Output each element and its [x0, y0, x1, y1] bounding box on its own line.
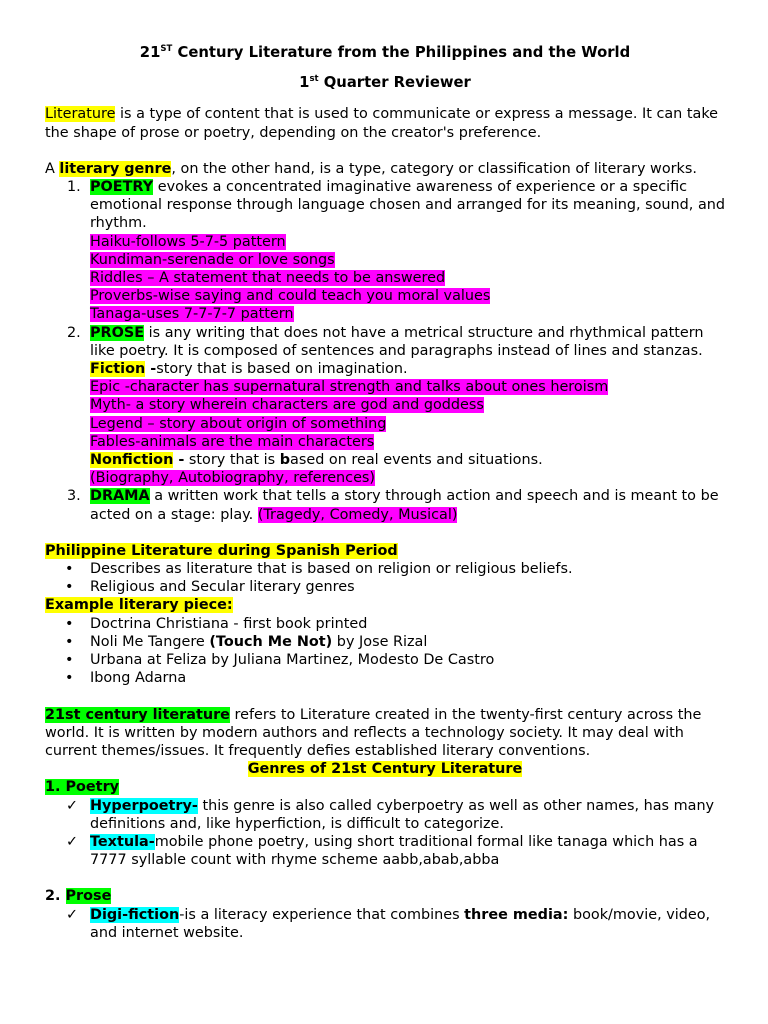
- poetry-subitem: Kundiman-serenade or love songs: [90, 251, 335, 268]
- nonfiction-subitems: (Biography, Autobiography, references): [90, 470, 376, 487]
- check-icon: ✓: [66, 797, 79, 814]
- list-item: ✓ Hyperpoetry- this genre is also called cyberpoetry as well as other names, has many definitions and, like hyperfiction, is difficult to categorize.: [66, 797, 715, 832]
- fiction-term: Fiction: [90, 361, 146, 378]
- list-item: ✓ Textula-mobile phone poetry, using short traditional formal like tanaga which has a 7777 syllable count with rhyme scheme aabb,abab,abba: [66, 833, 698, 869]
- prose-term: PROSE: [90, 324, 145, 341]
- fiction-subitem: Fables-animals are the main characters: [90, 433, 375, 450]
- list-item: • Noli Me Tangere (Touch Me Not) by Jose Rizal: [65, 633, 428, 650]
- check-icon: ✓: [66, 906, 79, 923]
- list-item: ✓ Digi-fiction-is a literacy experience that combines three media: book/movie, video, and internet website.: [66, 906, 711, 941]
- poetry-subitem: Tanaga-uses 7-7-7-7 pattern: [90, 306, 294, 323]
- example-heading: Example literary piece:: [45, 597, 233, 614]
- genre-list: [45, 178, 725, 524]
- fiction-subitem: Myth- a story wherein characters are god and goddess: [90, 397, 484, 414]
- list-item: • Religious and Secular literary genres: [65, 579, 355, 596]
- literature-definition: Literature is a type of content that is used to communicate or express a message. It can take the shape of prose or poetry, depending on the creator's preference.: [45, 106, 719, 141]
- genre-item-prose: 2. PROSE is any writing that does not have a metrical structure and rhythmical pattern like poetry. It is composed of sentences and paragraphs instead of lines and stanzas. Fiction -story that is based on imagination. Epic -character has supernatural strength and talks about ones heroism Myth- a story wherein characters are god and goddess Legend – story about origin of something Fables-animals are the main characters Nonfiction - story that is based on real events and situations. (Biography, Autobiography, references): [67, 324, 704, 487]
- c21-definition: 21st century literature refers to Literature created in the twenty-first century across the world. It is written by modern authors and reflects a technology society. It may deal with current themes/issues. It frequently defies established literary conventions.: [45, 706, 702, 759]
- nonfiction-term: Nonfiction: [90, 452, 174, 469]
- list-item: • Ibong Adarna: [65, 670, 187, 687]
- poetry-subitem: Proverbs-wise saying and could teach you moral values: [90, 288, 491, 305]
- document-title: 21ST Century Literature from the Philippines and the World: [139, 44, 631, 61]
- genre-item-drama: 3. DRAMA a written work that tells a story through action and speech and is meant to be acted on a stage: play. (Tragedy, Comedy, Musical): [67, 488, 719, 523]
- c21-prose-heading: 2. Prose: [45, 888, 112, 905]
- literary-genre-definition: A literary genre, on the other hand, is a type, category or classification of literary works.: [45, 160, 697, 177]
- poetry-subitem: Riddles – A statement that needs to be answered: [90, 270, 446, 287]
- c21-term: 21st century literature: [45, 706, 230, 723]
- drama-subitems: (Tragedy, Comedy, Musical): [257, 506, 458, 523]
- genres-21st-heading: Genres of 21st Century Literature: [247, 761, 523, 778]
- literature-term: Literature: [45, 106, 116, 123]
- spanish-period-heading: Philippine Literature during Spanish Period: [45, 542, 398, 559]
- fiction-subitem: Epic -character has supernatural strength and talks about ones heroism: [90, 379, 609, 396]
- list-item: • Urbana at Feliza by Juliana Martinez, Modesto De Castro: [65, 652, 495, 669]
- fiction-subitem: Legend – story about origin of something: [90, 415, 387, 432]
- poetry-subitem: Haiku-follows 5-7-5 pattern: [90, 233, 286, 250]
- literary-genre-term: literary genre: [59, 160, 172, 177]
- drama-term: DRAMA: [90, 488, 150, 505]
- c21-poetry-heading: 1. Poetry: [45, 779, 120, 796]
- check-icon: ✓: [66, 833, 79, 850]
- genre-item-poetry: 1. POETRY evokes a concentrated imaginative awareness of experience or a specific emotional response through language chosen and arranged for its meaning, sound, and rhythm. Haiku-follows 5-7-5 pattern Kundiman-serenade or love songs Riddles – A statement that needs to be answered Proverbs-wise saying and could teach you moral values Tanaga-uses 7-7-7-7 pattern: [67, 179, 726, 323]
- list-item: • Doctrina Christiana - first book printed: [65, 615, 368, 632]
- list-item: • Describes as literature that is based on religion or religious beliefs.: [65, 561, 573, 578]
- document-subtitle: 1st Quarter Reviewer: [299, 74, 471, 92]
- poetry-term: POETRY: [90, 179, 154, 196]
- document-page: [45, 44, 725, 942]
